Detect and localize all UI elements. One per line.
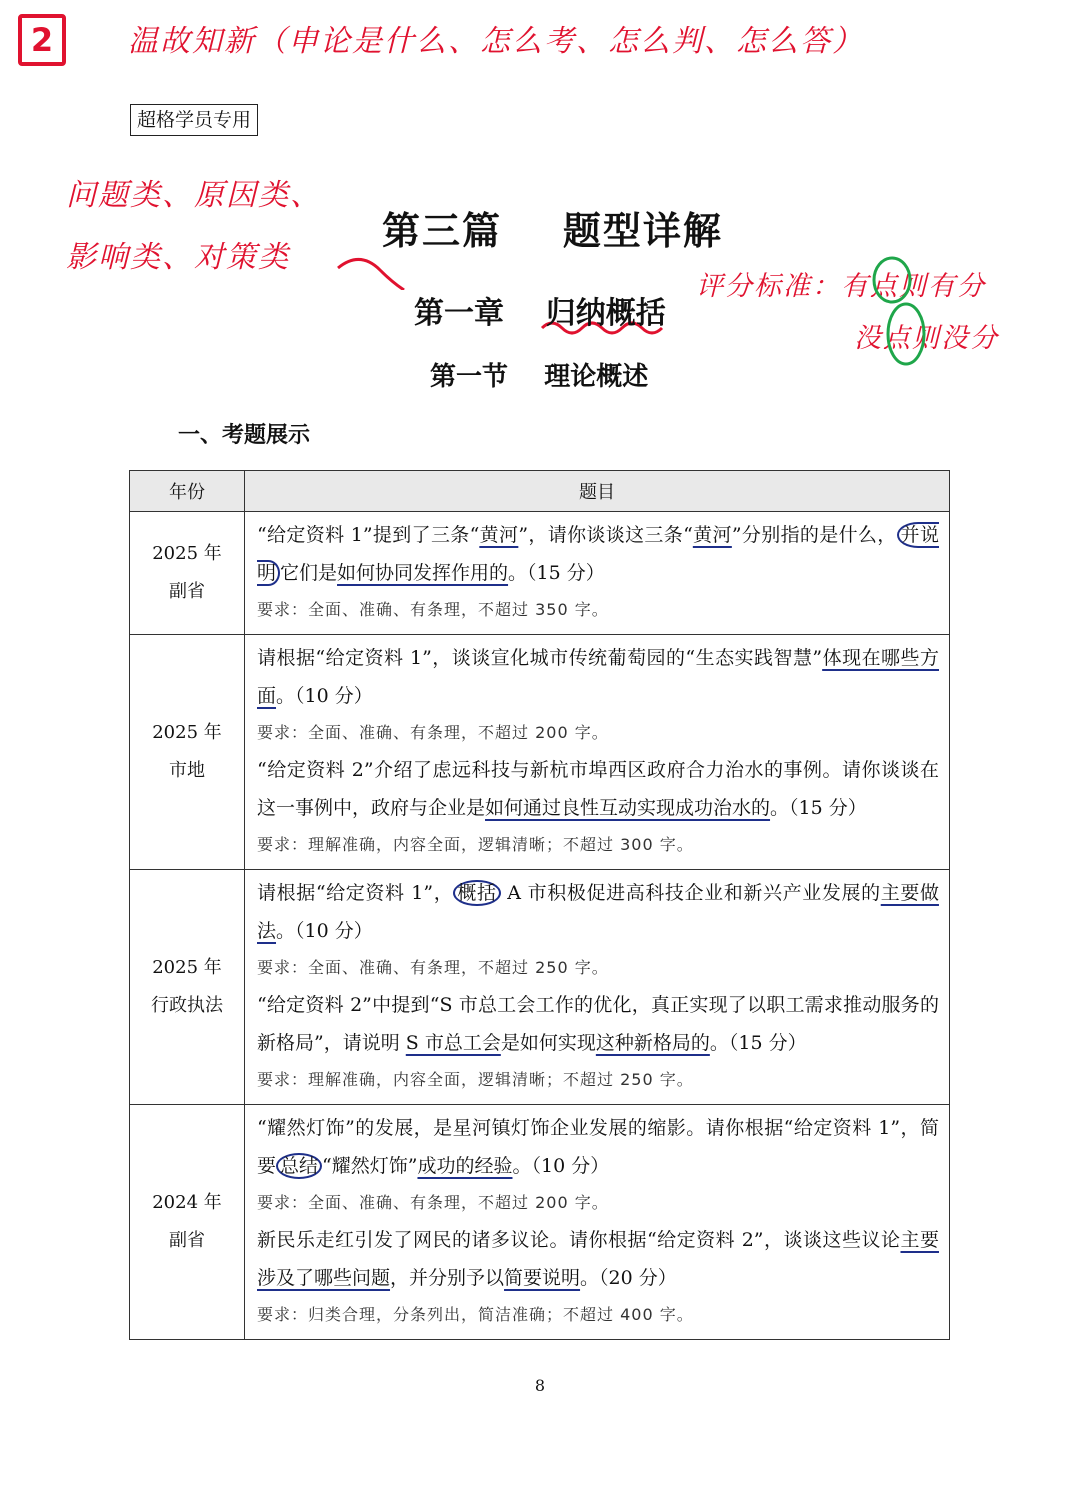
annotation-left-note-1: 问题类、原因类、 [66,178,322,213]
question-requirement: 要求：理解准确，内容全面，逻辑清晰；不超过 300 字。 [257,835,694,854]
question-text: “给定资料 2”介绍了虑远科技与新杭市埠西区政府合力治水的事例。请你谈谈在这一事例中，政府与企业是如何通过良性互动实现成功治水的。（15 分） [257,759,939,819]
year-cell [130,635,245,870]
question-requirement: 要求：全面、准确、有条理，不超过 200 字。 [257,723,609,742]
header-question: 题目 [245,471,950,512]
exam-questions-table [129,470,950,1340]
chapter-title: 第一章 归纳概括 [414,296,666,331]
annotation-right-note-1: 评分标准：有点则有分 [696,271,986,302]
question-text: “耀然灯饰”的发展，是星河镇灯饰企业发展的缩影。请你根据“给定资料 1”，简要 总结 “耀然灯饰”成功的经验。（10 分） [257,1117,939,1177]
header-year: 年份 [130,471,245,512]
exclusive-tag: 超格学员专用 [130,104,258,136]
annotation-green-circles [868,254,928,374]
question-cell [245,512,950,635]
question-requirement: 要求：全面、准确、有条理，不超过 250 字。 [257,958,609,977]
question-cell [245,635,950,870]
annotation-number-box: 2 [18,14,66,66]
exam-type-label: 市地 [169,760,205,781]
question-text: “给定资料 2”中提到“S 市总工会工作的优化，真正实现了以职工需求推动服务的新格局”，请说明 S 市总工会是如何实现这种新格局的。（15 分） [257,994,939,1054]
exam-type-label: 副省 [169,1230,205,1251]
question-requirement: 要求：全面、准确、有条理，不超过 350 字。 [257,600,609,619]
year-label: 2025 年 [152,722,222,743]
year-label: 2025 年 [152,957,222,978]
subheading: 一、考题展示 [178,422,311,448]
annotation-top-note: 温故知新（申论是什么、怎么考、怎么判、怎么答） [128,24,864,59]
question-text: 请根据“给定资料 1”， 概括 A 市积极促进高科技企业和新兴产业发展的主要做法。（10 分） [257,882,939,942]
year-label: 2025 年 [152,543,222,564]
page-number: 8 [534,1376,546,1395]
annotation-left-note-2: 影响类、对策类 [66,240,290,275]
question-text: 新民乐走红引发了网民的诸多议论。请你根据“给定资料 2”，谈谈这些议论主要涉及了哪些问题，并分别予以简要说明。（20 分） [257,1229,939,1289]
section-title: 第一节 理论概述 [430,362,649,392]
exam-type-label: 行政执法 [151,995,223,1016]
table-row [130,1105,950,1340]
exam-type-label: 副省 [169,581,205,602]
question-text: “给定资料 1”提到了三条“黄河”，请你谈谈这三条“黄河”分别指的是什么， 并说明 它们是如何协同发挥作用的。（15 分） [257,524,939,584]
year-cell [130,1105,245,1340]
table-header-row [130,471,950,512]
question-text: 请根据“给定资料 1”，谈谈宣化城市传统葡萄园的“生态实践智慧”体现在哪些方面。（10 分） [257,647,939,707]
annotation-right-note-2: 没点则没分 [854,323,999,354]
question-cell [245,1105,950,1340]
table-row [130,870,950,1105]
part-title: 第三篇 题型详解 [382,208,723,253]
question-cell [245,870,950,1105]
table-row [130,512,950,635]
year-label: 2024 年 [152,1192,222,1213]
year-cell [130,512,245,635]
question-requirement: 要求：归类合理，分条列出，简洁准确；不超过 400 字。 [257,1305,694,1324]
year-cell [130,870,245,1105]
table-row [130,635,950,870]
question-requirement: 要求：全面、准确、有条理，不超过 200 字。 [257,1193,609,1212]
question-requirement: 要求：理解准确，内容全面，逻辑清晰；不超过 250 字。 [257,1070,694,1089]
